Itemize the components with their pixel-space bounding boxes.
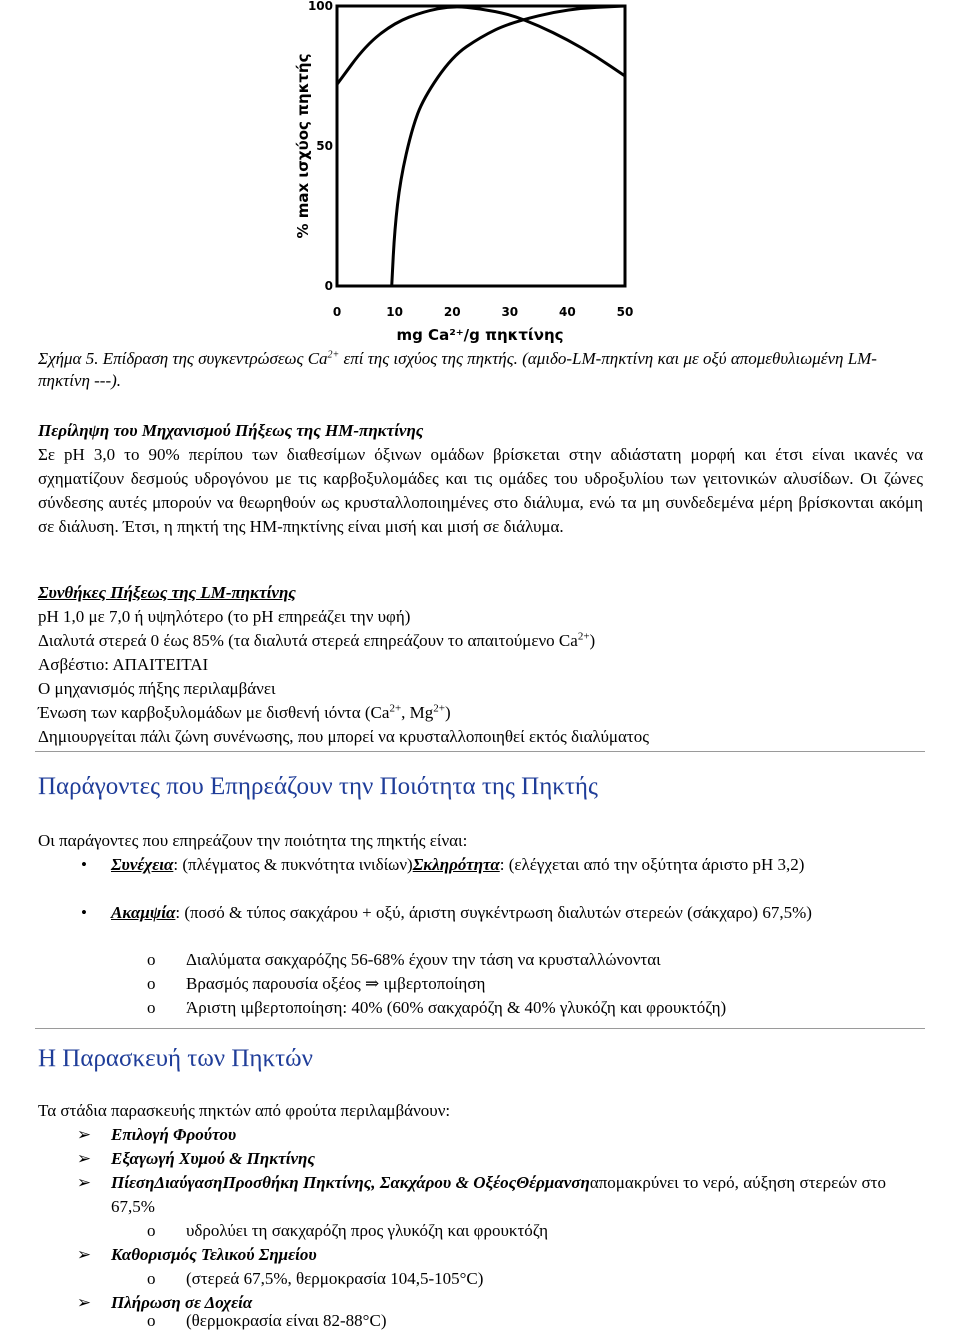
prep-step-3-sub: υδρολύει τη σακχαρόζη προς γλυκόζη και φρουκτόζη bbox=[186, 1221, 549, 1240]
lm-zone-line: Δημιουργείται πάλι ζώνη συνένωσης, που μπορεί να κρυσταλλοποιηθεί εκτός διαλύματος bbox=[38, 727, 649, 746]
hm-summary-title: Περίληψη του Μηχανισμού Πήξεως της HM-πηκτίνης bbox=[38, 421, 424, 440]
y-tick-label: 50 bbox=[316, 139, 333, 153]
x-tick-label: 10 bbox=[386, 305, 403, 319]
y-axis-label: % max ισχύος πηκτής bbox=[294, 53, 312, 239]
quality-sub-3: Άριστη ιμβερτοποίηση: 40% (60% σακχαρόζη & 40% γλυκόζη και φρουκτόζη) bbox=[186, 998, 727, 1017]
circle-bullet-icon: o bbox=[147, 1311, 156, 1330]
lm-mechanism-line: Ο μηχανισμός πήξης περιλαμβάνει bbox=[38, 679, 276, 698]
quality-sub-1: Διαλύματα σακχαρόζης 56-68% έχουν την τάση να κρυσταλλώνονται bbox=[186, 950, 661, 969]
lm-ph-line: pH 1,0 με 7,0 ή υψηλότερο (το pH επηρεάζει την υφή) bbox=[38, 607, 411, 626]
section-divider bbox=[35, 1028, 925, 1029]
quality-heading: Παράγοντες που Επηρεάζουν την Ποιότητα της Πηκτής bbox=[38, 773, 598, 800]
bullet-icon: • bbox=[81, 855, 87, 874]
prep-step-5-sub: (θερμοκρασία είναι 82-88°C) bbox=[186, 1311, 387, 1330]
x-tick-label: 0 bbox=[332, 305, 342, 319]
circle-bullet-icon: o bbox=[147, 974, 156, 993]
arrow-bullet-icon: ➢ bbox=[76, 1293, 92, 1312]
circle-bullet-icon: o bbox=[147, 1269, 156, 1288]
arrow-bullet-icon: ➢ bbox=[76, 1173, 92, 1192]
y-tick-label: 100 bbox=[307, 0, 333, 13]
circle-bullet-icon: o bbox=[147, 998, 156, 1017]
circle-bullet-icon: o bbox=[147, 1221, 156, 1240]
x-tick-label: 40 bbox=[559, 305, 576, 319]
implies-arrow-icon: ⇒ bbox=[364, 974, 380, 993]
series-line-2 bbox=[392, 6, 625, 286]
circle-bullet-icon: o bbox=[147, 950, 156, 969]
quality-intro: Οι παράγοντες που επηρεάζουν την ποιότητα της πηκτής είναι: bbox=[38, 831, 468, 850]
figure-caption: Σχήμα 5. Επίδραση της συγκεντρώσεως $Ca^{2+}$ επί της ισχύος της πηκτής. (αμιδο-LM-πηκτίνη και με οξύ απομεθυλιωμένη LM-πηκτίνη ---). bbox=[38, 349, 877, 390]
lm-solids-line: Διαλυτά στερεά 0 έως 85% (τα διαλυτά στερεά επηρεάζουν το απαιτούμενο $Ca^{2+}$) bbox=[38, 630, 596, 650]
hm-summary-body: Σε pH 3,0 το 90% περίπου των διαθεσίμων όξινων ομάδων βρίσκεται στην αδιάστατη μορφή και έτσι είναι ικανές να σχηματίζουν δεσμούς υδρογόνου με τις καρβοξυλομάδες και τις ομάδες του υδροξυλίου των γειτονικών αλυσίδων. Οι ζώνες σύνδεσης αυτές μπορούν να θεωρηθούν ως κρυσταλλοποιημένες στο διάλυμα, ενώ τα μη συνδεδεμένα μέρη βρίσκονται ακόμη σε διάλυση. Έτσι, η πηκτή της HM-πηκτίνης είναι μισή και μισή σε διάλυμα. bbox=[38, 445, 923, 536]
arrow-bullet-icon: ➢ bbox=[76, 1125, 92, 1144]
bullet-icon: • bbox=[81, 903, 87, 922]
lm-union-line: Ένωση των καρβοξυλομάδων με δισθενή ιόντα ($Ca^{2+}$, $Mg^{2+}$) bbox=[38, 702, 451, 722]
prep-step-1: Επιλογή Φρούτου bbox=[111, 1125, 237, 1144]
quality-item-rigidity: Ακαμψία: (ποσό & τύπος σακχάρου + οξύ, άριστη συγκέντρωση διαλυτών στερεών (σάκχαρο) 67,5%) bbox=[111, 903, 812, 922]
section-divider bbox=[35, 751, 925, 752]
arrow-bullet-icon: ➢ bbox=[76, 1149, 92, 1168]
preparation-heading: Η Παρασκευή των Πηκτών bbox=[38, 1045, 313, 1072]
x-tick-label: 20 bbox=[443, 305, 461, 319]
preparation-intro: Τα στάδια παρασκευής πηκτών από φρούτα περιλαμβάνουν: bbox=[38, 1101, 451, 1120]
prep-step-3: ΠίεσηΔιαύγασηΠροσθήκη Πηκτίνης, Σακχάρου & ΟξέοςΘέρμανσηαπομακρύνει το νερό, αύξηση στερεών στο 67,5% bbox=[111, 1173, 886, 1216]
quality-sub-2: Βρασμός παρουσία οξέος ⇒ ιμβερτοποίηση bbox=[186, 974, 486, 993]
prep-step-2: Εξαγωγή Χυμού & Πηκτίνης bbox=[111, 1149, 315, 1168]
x-axis-label: mg Ca²⁺/g πηκτίνης bbox=[396, 326, 564, 344]
y-tick-label: 0 bbox=[324, 279, 333, 293]
prep-step-4: Καθορισμός Τελικού Σημείου bbox=[111, 1245, 317, 1264]
x-tick-label: 50 bbox=[616, 305, 634, 319]
series-line-1 bbox=[337, 7, 625, 84]
lm-conditions-title: Συνθήκες Πήξεως της LM-πηκτίνης bbox=[38, 583, 296, 602]
arrow-bullet-icon: ➢ bbox=[76, 1245, 92, 1264]
lm-calcium-line: Ασβέστιο: ΑΠΑΙΤΕΙΤΑΙ bbox=[38, 655, 209, 674]
x-tick-label: 30 bbox=[501, 305, 519, 319]
calcium-strength-chart bbox=[280, 0, 650, 345]
prep-step-4-sub: (στερεά 67,5%, θερμοκρασία 104,5-105°C) bbox=[186, 1269, 484, 1288]
prep-step-5: Πλήρωση σε Δοχεία bbox=[111, 1293, 253, 1312]
quality-item-continuity: Συνέχεια: (πλέγματος & πυκνότητα ινιδίων)Σκληρότητα: (ελέγχεται από την οξύτητα άριστο pH 3,2) bbox=[111, 855, 805, 874]
